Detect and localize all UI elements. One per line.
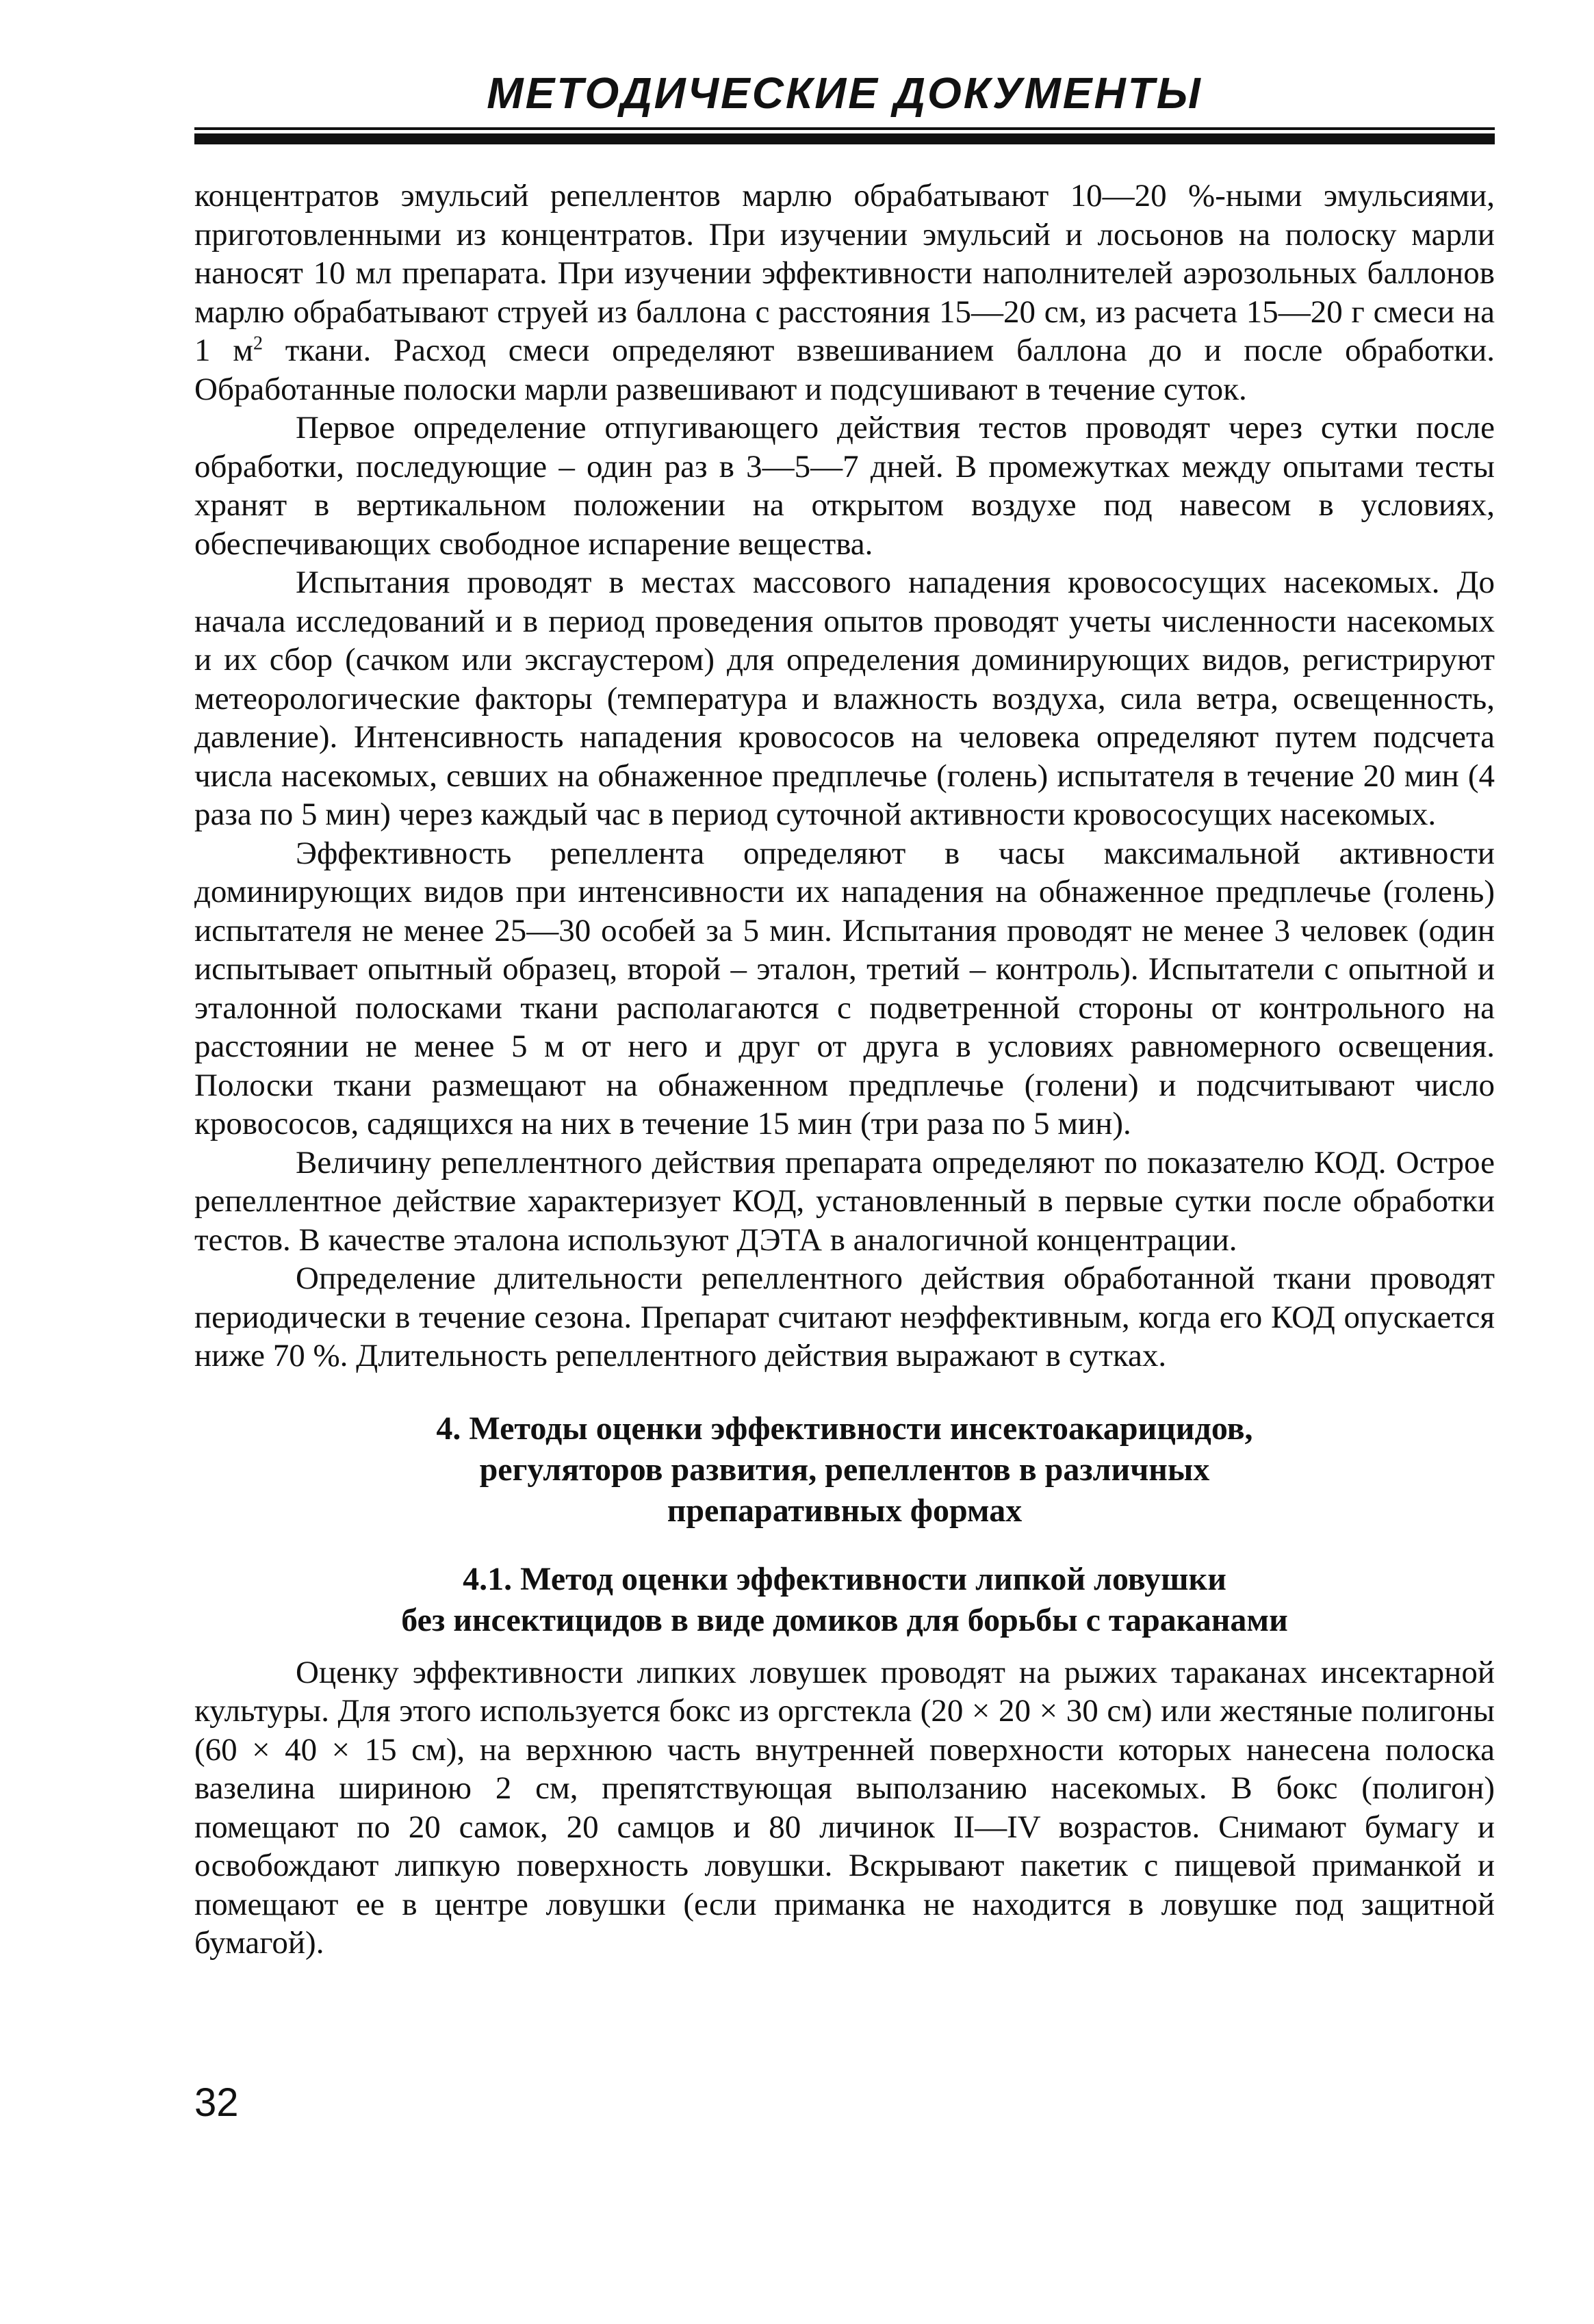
paragraph: Эффективность репеллента определяют в часы максимальной активности доминирующих видов при интенсивности их нападения на обнаженное предплечье (голень) испытателя не менее 25—30 особей за 5 мин. Испытания проводят не менее 3 человек (один испытывает опытный образец, второй – эталон, третий – контроль). Испытатели с опытной и эталонной полосками ткани располагаются с подветренной стороны от контрольного на расстоянии не менее 5 м от него и друг от друга в условиях равномерного освещения. Полоски ткани размещают на обнаженном предплечье (голени) и подсчитывают число кровососов, садящихся на них в течение 15 мин (три раза по 5 мин). bbox=[194, 835, 1495, 1141]
section-heading-line: 4. Методы оценки эффективности инсектоакарицидов, bbox=[436, 1410, 1253, 1447]
header-rule-thin bbox=[194, 127, 1495, 130]
paragraph: Первое определение отпугивающего действия тестов проводят через сутки после обработки, последующие – один раз в 3—5—7 дней. В промежутках между опытами тесты хранят в вертикальном положении на открытом воздухе под навесом в условиях, обеспечивающих свободное испарение вещества. bbox=[194, 410, 1495, 562]
subsection-heading-line: 4.1. Метод оценки эффективности липкой ловушки bbox=[463, 1560, 1226, 1597]
paragraph: Оценку эффективности липких ловушек проводят на рыжих тараканах инсектарной культуры. Для этого используется бокс из оргстекла (20 × 20 × 30 см) или жестяные полигоны (60 × 40 × 15 см), на верхнюю часть внутренней поверхности которых нанесена полоска вазелина шириною 2 см, препятствующая выползанию насекомых. В бокс (полигон) помещают по 20 самок, 20 самцов и 80 личинок II—IV возрастов. Снимают бумагу и освобождают липкую поверхность ловушки. Вскрывают пакетик с пищевой приманкой и помещают ее в центре ловушки (если приманка не находится в ловушке под защитной бумагой). bbox=[194, 1654, 1495, 1961]
running-header: МЕТОДИЧЕСКИЕ ДОКУМЕНТЫ bbox=[487, 68, 1203, 118]
paragraph: Величину репеллентного действия препарата определяют по показателю КОД. Острое репеллентное действие характеризует КОД, установленный в первые сутки после обработки тестов. В качестве эталона используют ДЭТА в аналогичной концентрации. bbox=[194, 1144, 1495, 1258]
paragraph: Определение длительности репеллентного действия обработанной ткани проводят периодически в течение сезона. Препарат считают неэффективным, когда его КОД опускается ниже 70 %. Длительность репеллентного действия выражают в сутках. bbox=[194, 1261, 1495, 1373]
superscript: 2 bbox=[253, 333, 263, 354]
page-number: 32 bbox=[194, 2080, 239, 2125]
paragraph-text: ткани. Расход смеси определяют взвешиванием баллона до и после обработки. Обработанные полоски марли развешивают и подсушивают в течение суток. bbox=[194, 333, 1495, 407]
section-heading-line: препаративных формах bbox=[667, 1492, 1023, 1529]
section-heading-line: регуляторов развития, репеллентов в различных bbox=[479, 1451, 1210, 1488]
paragraph bbox=[194, 177, 1495, 409]
header-rule-thick bbox=[194, 133, 1495, 144]
body-text bbox=[194, 177, 1495, 1963]
subsection-heading-line: без инсектицидов в виде домиков для борьбы с тараканами bbox=[401, 1601, 1288, 1638]
paragraph: Испытания проводят в местах массового нападения кровососущих насекомых. До начала исследований и в период проведения опытов проводят учеты численности насекомых и их сбор (сачком или эксгаустером) для определения доминирующих видов, регистрируют метеорологические факторы (температура и влажность воздуха, сила ветра, освещенность, давление). Интенсивность нападения кровососов на человека определяют путем подсчета числа насекомых, севших на обнаженное предплечье (голень) испытателя в течение 20 мин (4 раза по 5 мин) через каждый час в период суточной активности кровососущих насекомых. bbox=[194, 565, 1495, 832]
section-heading bbox=[194, 1408, 1495, 1532]
paragraph-text: концентратов эмульсий репеллентов марлю обрабатывают 10—20 %-ными эмульсиями, приготовленными из концентратов. При изучении эмульсий и лосьонов на полоску марли наносят 10 мл препарата. При изучении эффективности наполнителей аэрозольных баллонов марлю обрабатывают струей из баллона с расстояния 15—20 см, из расчета 15—20 г смеси на 1 м bbox=[194, 178, 1495, 368]
subsection-heading bbox=[194, 1559, 1495, 1641]
